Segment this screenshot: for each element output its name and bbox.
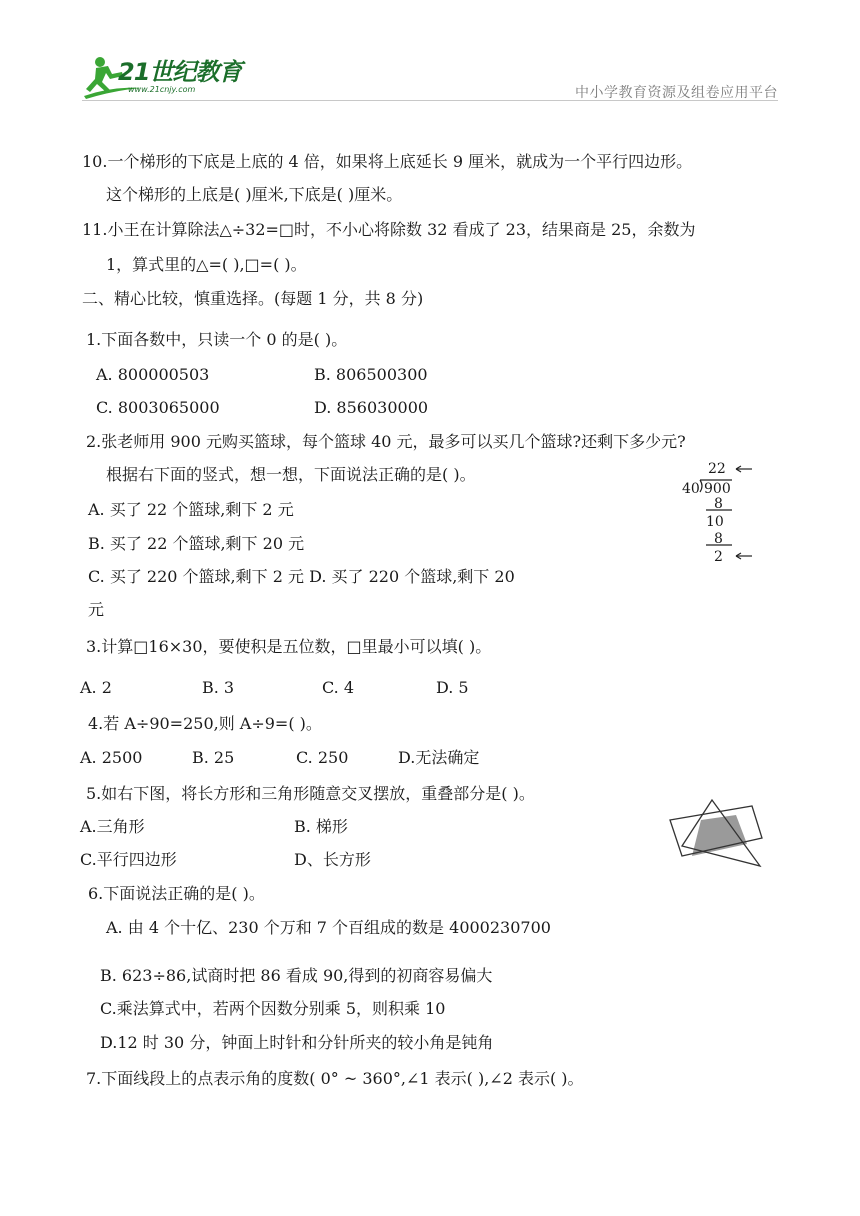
q11-line2: 1，算式里的△=( ),□=( )。 [106, 255, 307, 274]
q11-line1: 11.小王在计算除法△÷32=□时，不小心将除数 32 看成了 23，结果商是 25，余数为 [82, 220, 696, 239]
q3-stem: 3.计算□16×30，要使积是五位数，□里最小可以填( )。 [86, 637, 492, 656]
q4-stem: 4.若 A÷90=250,则 A÷9=( )。 [88, 714, 322, 733]
division-step2: 10 [706, 514, 724, 530]
long-division-figure [680, 460, 760, 570]
platform-name: 中小学教育资源及组卷应用平台 [575, 85, 778, 101]
q2-stem-line2: 根据右下面的竖式，想一想，下面说法正确的是( )。 [106, 465, 476, 484]
q4-option-c: C. 250 [296, 748, 349, 767]
q10-line2: 这个梯形的上底是( )厘米,下底是( )厘米。 [106, 185, 403, 204]
q1-option-b: B. 806500300 [314, 365, 428, 384]
q2-option-cd: C. 买了 220 个篮球,剩下 2 元 D. 买了 220 个篮球,剩下 20 [88, 567, 515, 586]
q2-option-b: B. 买了 22 个篮球,剩下 20 元 [88, 534, 305, 553]
division-divisor: 40 [682, 481, 700, 497]
division-step1: 8 [714, 496, 723, 512]
q5-option-a: A.三角形 [80, 817, 145, 836]
header-divider [82, 100, 778, 101]
q6-option-c: C.乘法算式中，若两个因数分别乘 5，则积乘 10 [100, 999, 446, 1018]
division-dividend: 900 [704, 481, 731, 497]
q1-stem: 1.下面各数中，只读一个 0 的是( )。 [86, 330, 348, 349]
rectangle-triangle-figure [668, 798, 764, 870]
q2-stem-line1: 2.张老师用 900 元购买篮球，每个篮球 40 元，最多可以买几个篮球?还剩下多少元? [86, 432, 686, 451]
q1-option-a: A. 800000503 [96, 365, 210, 384]
q4-option-a: A. 2500 [80, 748, 143, 767]
q7-stem: 7.下面线段上的点表示角的度数( 0° ~ 360°,∠1 表示( ),∠2 表示( )。 [86, 1069, 584, 1088]
q3-option-c: C. 4 [322, 678, 355, 697]
division-step3: 8 [714, 531, 723, 547]
division-quotient: 22 [708, 461, 726, 477]
q3-option-a: A. 2 [80, 678, 112, 697]
q1-option-c: C. 8003065000 [96, 398, 220, 417]
q4-option-d: D.无法确定 [398, 748, 480, 767]
logo-url: www.21cnjy.com [128, 85, 196, 94]
q4-option-b: B. 25 [192, 748, 235, 767]
q10-line1: 10.一个梯形的下底是上底的 4 倍，如果将上底延长 9 厘米，就成为一个平行四边形。 [82, 152, 693, 171]
q5-option-d: D、长方形 [294, 850, 371, 869]
q6-stem: 6.下面说法正确的是( )。 [88, 884, 265, 903]
q2-option-a: A. 买了 22 个篮球,剩下 2 元 [88, 500, 294, 519]
section2-title: 二、精心比较，慎重选择。(每题 1 分，共 8 分) [82, 289, 424, 308]
q6-option-b: B. 623÷86,试商时把 86 看成 90,得到的初商容易偏大 [100, 966, 493, 985]
q3-option-d: D. 5 [436, 678, 469, 697]
q3-option-b: B. 3 [202, 678, 235, 697]
site-logo [82, 52, 262, 102]
q6-option-a: A. 由 4 个十亿、230 个万和 7 个百组成的数是 4000230700 [106, 918, 551, 937]
q6-option-d: D.12 时 30 分，钟面上时针和分针所夹的较小角是钝角 [100, 1033, 494, 1052]
division-remainder: 2 [714, 549, 723, 565]
q5-stem: 5.如右下图，将长方形和三角形随意交叉摆放，重叠部分是( )。 [86, 784, 535, 803]
q5-option-c: C.平行四边形 [80, 850, 177, 869]
logo-text: 21世纪教育 [118, 58, 242, 86]
q5-option-b: B. 梯形 [294, 817, 348, 836]
q1-option-d: D. 856030000 [314, 398, 429, 417]
q2-option-d-tail: 元 [88, 600, 105, 619]
